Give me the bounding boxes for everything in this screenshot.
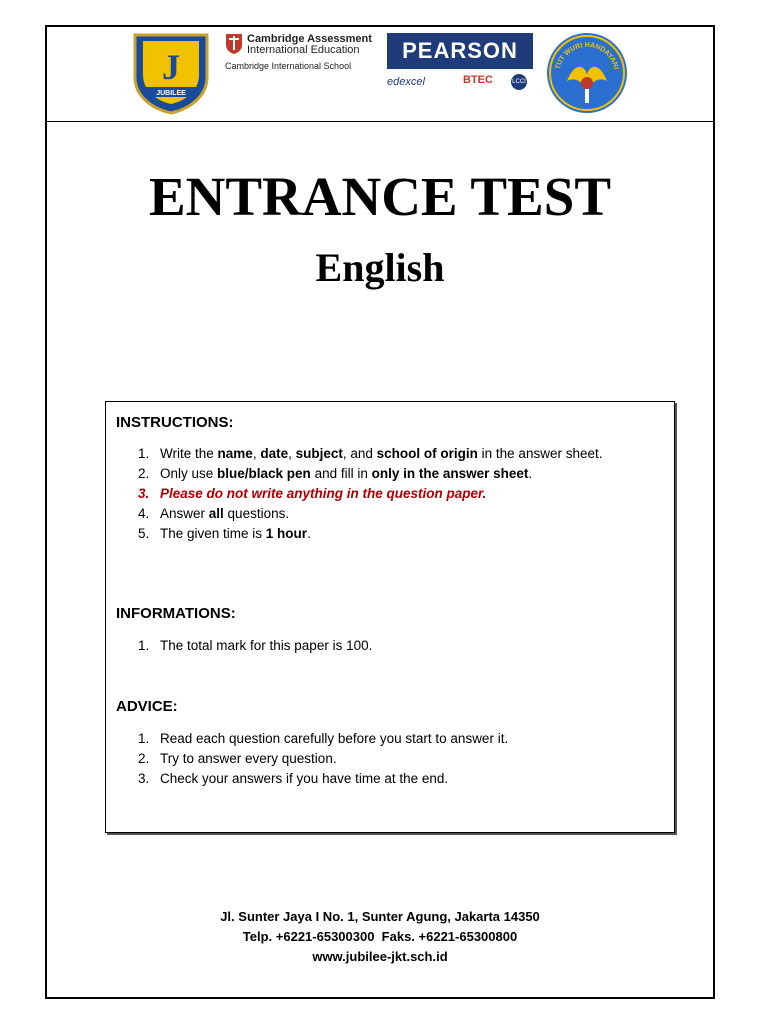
cambridge-logo (225, 33, 385, 75)
cambridge-line2: International Education (247, 44, 360, 56)
tutwuri-text: TUT WURI HANDAYANI (554, 41, 620, 71)
lcci-badge: LCCI (511, 74, 527, 90)
tutwuri-logo-icon (545, 31, 629, 115)
pearson-logo (387, 33, 535, 113)
list-item: 5. The given time is 1 hour. (138, 526, 311, 541)
informations-list (138, 636, 638, 656)
list-item: 2. Only use blue/black pen and fill in only in the answer sheet. (138, 466, 533, 481)
svg-text:J: J (162, 47, 180, 87)
instructions-heading: INSTRUCTIONS: (116, 414, 234, 431)
page-subtitle: English (315, 245, 445, 290)
cambridge-crest-icon (225, 33, 243, 55)
instructions-box (105, 401, 675, 833)
footer-phone: Telp. +6221-65300300 Faks. +6221-65300800 (242, 929, 518, 944)
instructions-list (138, 444, 638, 544)
list-item: 1. The total mark for this paper is 100. (138, 638, 373, 653)
advice-heading: ADVICE: (116, 698, 178, 715)
cambridge-line1: Cambridge Assessment (247, 33, 372, 45)
btec-label: BTEC (463, 74, 493, 86)
list-item: 2. Try to answer every question. (138, 751, 337, 766)
list-item: 3. Check your answers if you have time at the end. (138, 771, 449, 786)
jubilee-logo-icon (129, 31, 213, 115)
header-logos (47, 27, 713, 122)
page-title: ENTRANCE TEST (148, 166, 612, 227)
edexcel-label: edexcel (387, 76, 425, 88)
list-item: 1. Write the name, date, subject, and school of origin in the answer sheet. (138, 446, 603, 461)
footer-address: Jl. Sunter Jaya I No. 1, Sunter Agung, Jakarta 14350 (220, 909, 540, 924)
cambridge-line3: Cambridge International School (225, 61, 352, 71)
list-item-warning: 3. Please do not write anything in the question paper. (138, 486, 487, 501)
advice-list (138, 729, 638, 789)
pearson-brand: PEARSON (387, 33, 533, 69)
informations-heading: INFORMATIONS: (116, 605, 236, 622)
footer-website: www.jubilee-jkt.sch.id (312, 949, 448, 964)
footer-contact (47, 907, 713, 967)
list-item: 1. Read each question carefully before you start to answer it. (138, 731, 509, 746)
page-frame (45, 25, 715, 999)
list-item: 4. Answer all questions. (138, 506, 290, 521)
jubilee-logo-text: JUBILEE (156, 90, 186, 97)
